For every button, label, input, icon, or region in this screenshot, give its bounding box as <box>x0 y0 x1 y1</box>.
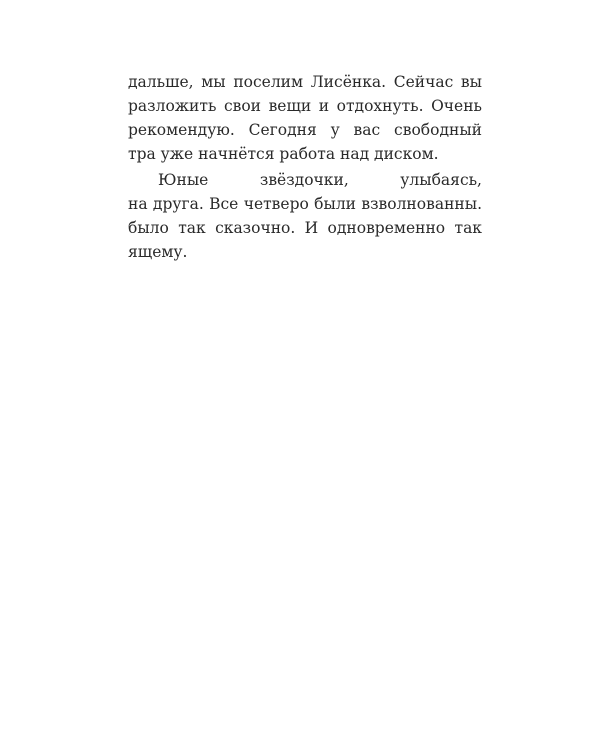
paragraph-2 <box>128 168 482 264</box>
body-text <box>128 70 482 264</box>
text-line: на друга. Все четверо были взволнованны. <box>128 195 482 213</box>
text-line: дальше, мы поселим Лисёнка. Сейчас вы <box>128 73 482 91</box>
text-line: Юные звёздочки, улыбаясь, <box>158 171 482 189</box>
text-line: ящему. <box>128 243 188 261</box>
text-line: разложить свои вещи и отдохнуть. Очень <box>128 97 482 115</box>
paragraph-1 <box>128 70 482 166</box>
text-line: было так сказочно. И одновременно так <box>128 219 482 237</box>
text-line: тра уже начнётся работа над диском. <box>128 145 439 163</box>
text-line: рекомендую. Сегодня у вас свободный <box>128 121 482 139</box>
